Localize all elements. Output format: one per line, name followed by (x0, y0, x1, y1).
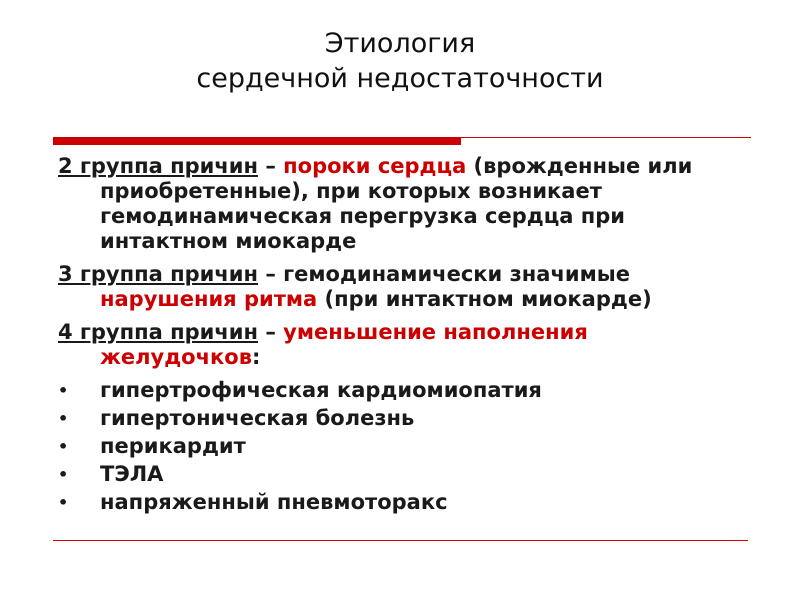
slide-title (0, 26, 800, 96)
cause-group-4-dash: – (258, 320, 284, 344)
slide-title-line-2: сердечной недостаточности (196, 63, 604, 94)
cause-group-3-highlight: нарушения ритма (100, 287, 318, 311)
list-item-text: ТЭЛА (100, 462, 164, 486)
slide-body (58, 154, 738, 518)
list-item (58, 434, 738, 459)
list-item (58, 406, 738, 431)
bullet-icon: • (58, 465, 69, 484)
cause-group-4 (58, 320, 738, 370)
bullet-icon: • (58, 437, 69, 456)
cause-group-2-highlight: пороки сердца (283, 154, 467, 178)
cause-group-3 (58, 262, 738, 312)
cause-group-3-pre: гемодинамически значимые (283, 262, 630, 286)
cause-group-4-highlight: уменьшение наполнения желудочков (100, 320, 588, 369)
cause-group-4-text: : (251, 345, 261, 369)
cause-group-3-label: 3 группа причин (58, 262, 259, 286)
bullet-icon: • (58, 493, 69, 512)
list-item (58, 462, 738, 487)
list-item (58, 490, 738, 515)
cause-group-2-text: (врожденные или приобретенные), при которых возникает гемодинамическая перегрузка сердца при интактном миокарде (100, 154, 693, 253)
cause-group-2 (58, 154, 738, 254)
cause-group-2-label: 2 группа причин (58, 154, 259, 178)
slide-title-line-1: Этиология (324, 28, 476, 59)
cause-group-3-text: (при интактном миокарде) (317, 287, 652, 311)
list-item (58, 378, 738, 403)
list-item-text: перикардит (100, 434, 246, 458)
list-item-text: гипертоническая болезнь (100, 406, 415, 430)
bullet-icon: • (58, 409, 69, 428)
cause-group-2-dash: – (258, 154, 284, 178)
bullet-icon: • (58, 381, 69, 400)
list-item-text: гипертрофическая кардиомиопатия (100, 378, 542, 402)
top-divider-thick (53, 138, 461, 145)
cause-group-4-label: 4 группа причин (58, 320, 259, 344)
cause-group-3-dash: – (258, 262, 284, 286)
list-item-text: напряженный пневмоторакс (100, 490, 448, 514)
cause-list (58, 378, 738, 515)
bottom-divider (53, 540, 748, 541)
